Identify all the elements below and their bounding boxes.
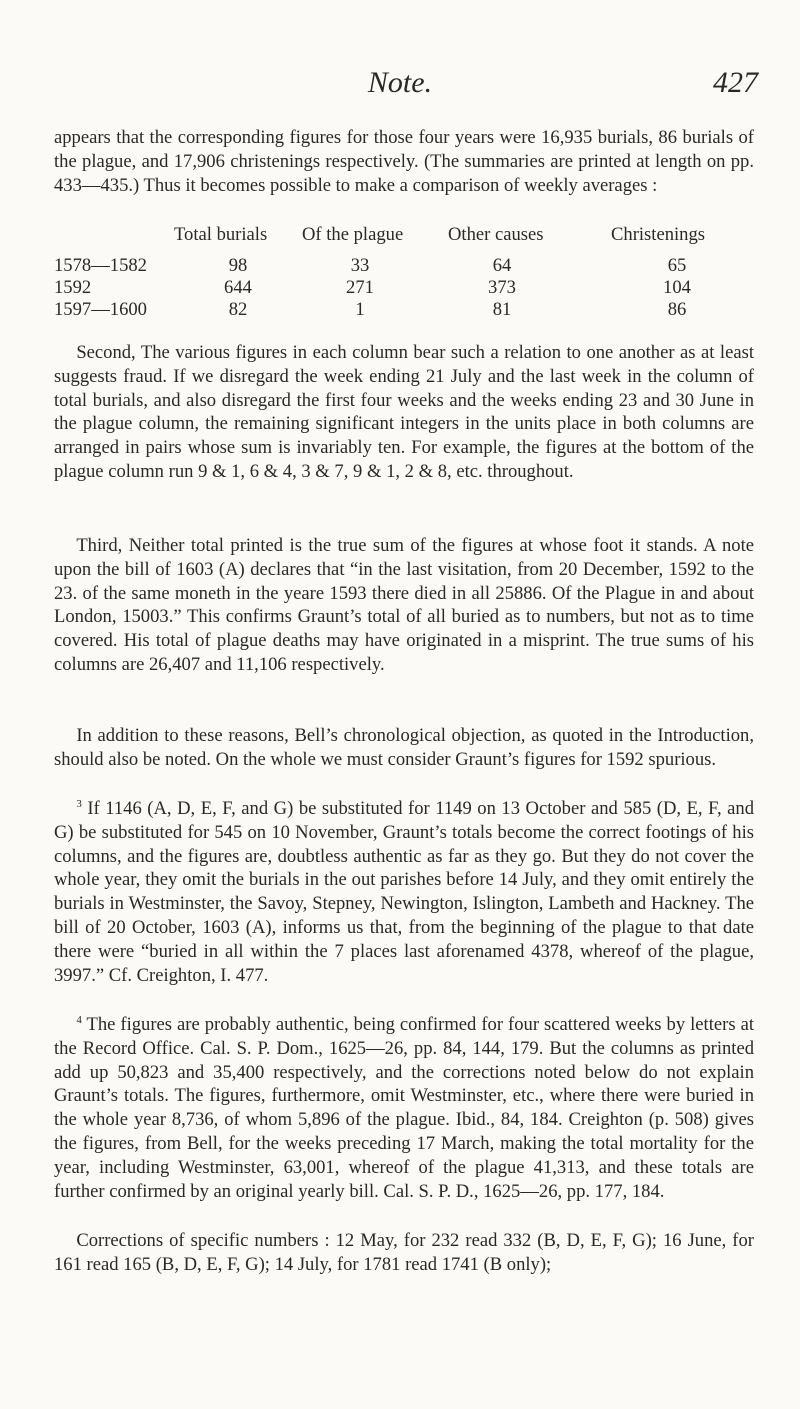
- corrections-paragraph: Corrections of specific numbers : 12 May, for 232 read 332 (B, D, E, F, G); 16 June, for 161 read 165 (B, D, E, F, G); 14 July, for 1781 read 1741 (B only);: [54, 1230, 754, 1275]
- header-of-the-plague: Of the plague: [302, 224, 404, 245]
- cell-total-burials: 82: [228, 299, 248, 320]
- footnote-text: The figures are probably authentic, being confirmed for four scattered weeks by letters at the Record Office. Cal. S. P. Dom., 1625—26, pp. 84, 144, 179. But the columns as printed add up 50,823 and 35,400 respectively, and the corrections noted below do not explain Graunt’s totals. The figures, furthermore, omit Westminster, etc., where there were buried in the whole year 8,736, of whom 5,896 of the plague. Ibid., 84, 184. Creighton (p. 508) gives the figures, from Bell, for the weeks preceding 17 March, making the total mortality for the year, including Westminster, 63,001, whereof of the plague 41,313, and these totals are further confirmed by an original yearly bill. Cal. S. P. D., 1625—26, pp. 177, 184.: [54, 1014, 754, 1202]
- paragraph-second: Second, The various figures in each column bear such a relation to one another as at least suggests fraud. If we disregard the week ending 21 July and the last week in the column of total burials, and also disregard the first four weeks and the weeks ending 23 and 30 June in the plague column, the remaining significant integers in the units place in both columns are arranged in pairs whose sum is invariably ten. For example, the figures at the bottom of the plague column run 9 & 1, 6 & 4, 3 & 7, 9 & 1, 2 & 8, etc. throughout.: [54, 342, 754, 482]
- cell-years: 1592: [54, 277, 92, 298]
- paragraph-bell-objection: In addition to these reasons, Bell’s chronological objection, as quoted in the Introduction, should also be noted. On the whole we must consider Graunt’s figures for 1592 spurious.: [54, 725, 754, 770]
- footnote-4: [54, 1013, 754, 1203]
- table-row: [54, 277, 754, 299]
- cell-plague: 1: [355, 299, 365, 320]
- cell-other-causes: 81: [492, 299, 512, 320]
- footnote-marker: 4: [76, 1014, 82, 1026]
- cell-years: 1597—1600: [54, 299, 147, 320]
- cell-plague: 33: [350, 255, 370, 276]
- intro-paragraph: appears that the corresponding figures for those four years were 16,935 burials, 86 burials of the plague, and 17,906 christenings respectively. (The summaries are printed at length on pp. 433—435.) Thus it becomes possible to make a comparison of weekly averages :: [54, 127, 754, 196]
- footnote-marker: 3: [76, 798, 82, 810]
- page-number: 427: [713, 66, 758, 99]
- cell-years: 1578—1582: [54, 255, 147, 276]
- table-row: [54, 299, 754, 321]
- cell-other-causes: 64: [492, 255, 512, 276]
- table-header: [54, 224, 754, 248]
- cell-other-causes: 373: [488, 277, 516, 298]
- header-total-burials: Total burials: [174, 224, 268, 245]
- header-other-causes: Other causes: [448, 224, 544, 245]
- paragraph-third: Third, Neither total printed is the true sum of the figures at whose foot it stands. A note upon the bill of 1603 (A) declares that “in the last visitation, from 20 December, 1592 to the 23. of the same moneth in the yeare 1593 there died in all 25886. Of the Plague in and about London, 15003.” This confirms Graunt’s total of all buried as to numbers, but not as to time covered. His total of plague deaths may have originated in a misprint. The true sums of his columns are 26,407 and 11,106 respectively.: [54, 535, 754, 675]
- cell-christenings: 86: [667, 299, 687, 320]
- header-christenings: Christenings: [611, 224, 706, 245]
- footnote-text: If 1146 (A, D, E, F, and G) be substituted for 1149 on 13 October and 585 (D, E, F, and G) be substituted for 545 on 10 November, Graunt’s totals become the correct footings of his columns, and the figures are, doubtless authentic as far as they go. But they do not cover the whole year, they omit the burials in the out parishes before 14 July, and they omit entirely the burials in Westminster, the Savoy, Stepney, Newington, Islington, Lambeth and Hackney. The bill of 20 October, 1603 (A), informs us that, from the beginning of the plague to that date there were “buried in all within the 7 places last aforenamed 4378, whereof of the plague, 3997.” Cf. Creighton, I. 477.: [54, 798, 754, 986]
- running-head: [0, 66, 800, 106]
- table-row: [54, 255, 754, 277]
- cell-total-burials: 644: [224, 277, 252, 298]
- cell-christenings: 65: [667, 255, 687, 276]
- running-title: Note.: [367, 66, 433, 99]
- cell-christenings: 104: [663, 277, 691, 298]
- cell-total-burials: 98: [228, 255, 248, 276]
- footnote-3: [54, 797, 754, 987]
- cell-plague: 271: [346, 277, 374, 298]
